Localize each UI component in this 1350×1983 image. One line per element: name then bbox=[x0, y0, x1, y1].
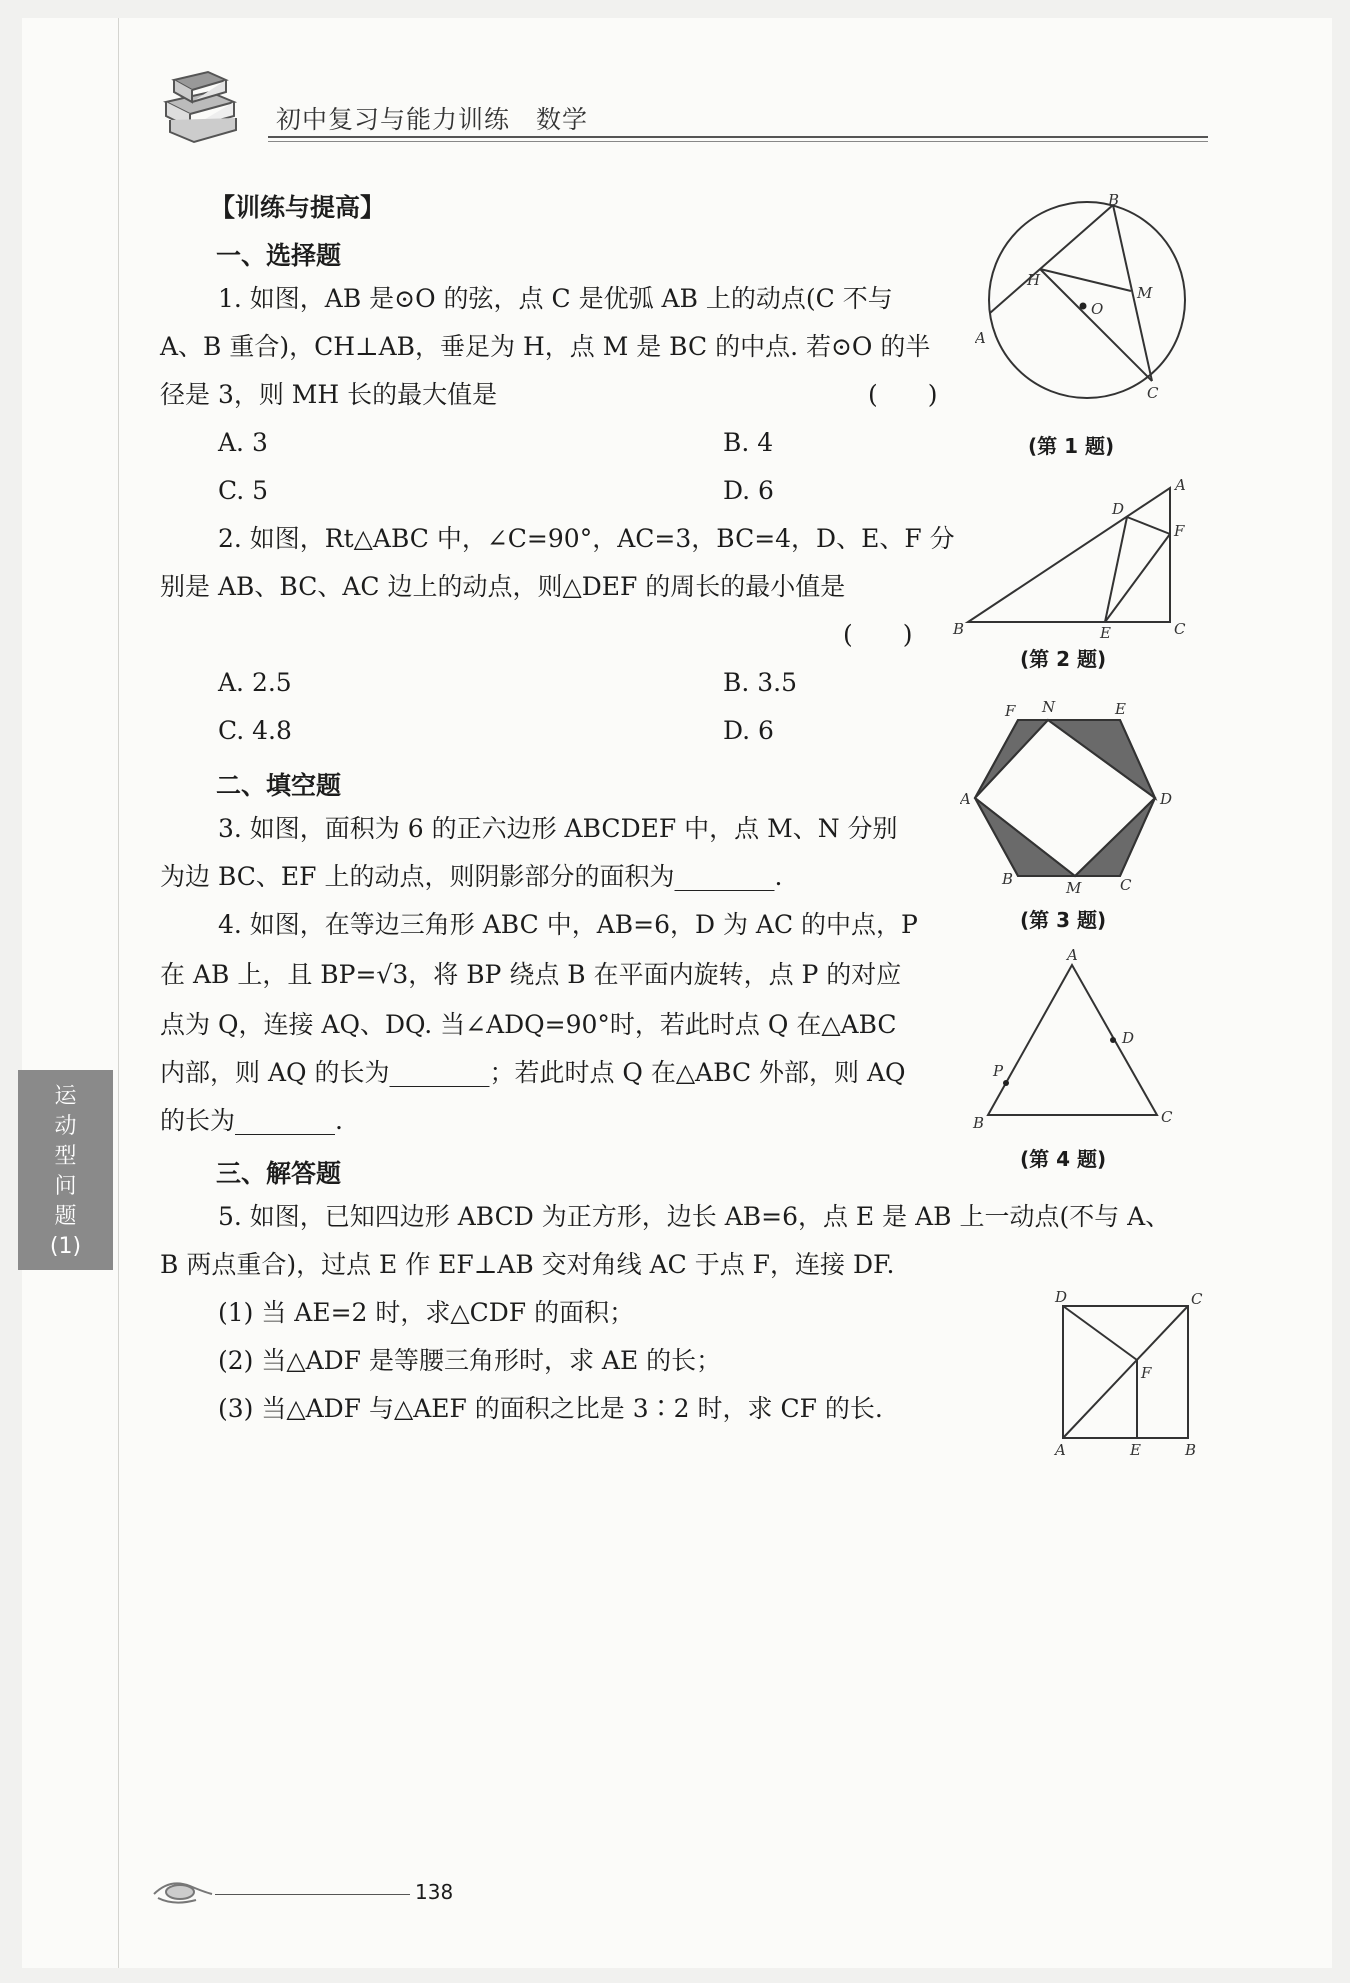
q5-label-e: E bbox=[1130, 1441, 1141, 1459]
section-title: 【训练与提高】 bbox=[210, 193, 386, 222]
q3-label-e: E bbox=[1115, 700, 1126, 718]
q2-figure bbox=[945, 470, 1195, 645]
q2-option-b: B. 3.5 bbox=[723, 668, 798, 697]
q1-line-1: 1. 如图，AB 是⊙O 的弦，点 C 是优弧 AB 上的动点(C 不与 bbox=[218, 284, 893, 313]
q5-label-a: A bbox=[1055, 1441, 1066, 1459]
q4-label-p: P bbox=[993, 1062, 1004, 1080]
q3-caption: (第 3 题) bbox=[1020, 908, 1107, 932]
q1-line-2: A、B 重合)，CH⊥AB，垂足为 H，点 M 是 BC 的中点. 若⊙O 的半 bbox=[160, 332, 931, 361]
q3-label-a: A bbox=[960, 790, 971, 808]
q2-answer-paren: ( ) bbox=[843, 620, 913, 649]
page-number: 138 bbox=[415, 1880, 454, 1904]
q5-part-2: (2) 当△ADF 是等腰三角形时，求 AE 的长； bbox=[218, 1346, 722, 1375]
q2-label-c: C bbox=[1174, 620, 1186, 638]
q1-caption: (第 1 题) bbox=[1028, 434, 1115, 458]
q5-label-b: B bbox=[1185, 1441, 1197, 1459]
header-rule-thin bbox=[268, 141, 1208, 142]
q5-line-1: 5. 如图，已知四边形 ABCD 为正方形，边长 AB=6，点 E 是 AB 上一动点(不与 A、 bbox=[218, 1202, 1171, 1231]
q1-option-d: D. 6 bbox=[723, 476, 774, 505]
q2-label-e: E bbox=[1100, 624, 1111, 642]
q2-line-1: 2. 如图，Rt△ABC 中，∠C=90°，AC=3，BC=4，D、E、F 分 bbox=[218, 524, 955, 553]
q1-label-o: O bbox=[1091, 300, 1104, 318]
q2-label-d: D bbox=[1112, 500, 1125, 518]
q4-caption: (第 4 题) bbox=[1020, 1147, 1107, 1171]
q5-line-2: B 两点重合)，过点 E 作 EF⊥AB 交对角线 AC 于点 F，连接 DF. bbox=[160, 1250, 895, 1279]
q4-line-1: 4. 如图，在等边三角形 ABC 中，AB=6，D 为 AC 的中点，P bbox=[218, 910, 918, 939]
q4-label-d: D bbox=[1122, 1029, 1135, 1047]
q3-line-1: 3. 如图，面积为 6 的正六边形 ABCDEF 中，点 M、N 分别 bbox=[218, 814, 898, 843]
q5-part-1: (1) 当 AE=2 时，求△CDF 的面积； bbox=[218, 1298, 635, 1327]
spine-line bbox=[118, 18, 119, 1968]
q5-label-f: F bbox=[1141, 1364, 1152, 1382]
q1-line-3: 径是 3，则 MH 长的最大值是 bbox=[160, 380, 498, 409]
q1-answer-paren: ( ) bbox=[868, 380, 938, 409]
q4-label-a: A bbox=[1067, 946, 1078, 964]
q3-label-d: D bbox=[1160, 790, 1173, 808]
q2-line-2: 别是 AB、BC、AC 边上的动点，则△DEF 的周长的最小值是 bbox=[160, 572, 846, 601]
q5-figure bbox=[1045, 1290, 1205, 1460]
q1-option-a: A. 3 bbox=[218, 428, 268, 457]
q4-label-b: B bbox=[973, 1114, 985, 1130]
q1-label-a: A bbox=[975, 329, 986, 347]
q3-line-2: 为边 BC、EF 上的动点，则阴影部分的面积为________. bbox=[160, 862, 783, 891]
part1-heading: 一、选择题 bbox=[216, 241, 342, 270]
q2-label-a: A bbox=[1175, 476, 1186, 494]
q5-label-c: C bbox=[1191, 1290, 1203, 1308]
q2-option-c: C. 4.8 bbox=[218, 716, 292, 745]
header-title: 初中复习与能力训练 数学 bbox=[276, 105, 589, 134]
q3-label-f: F bbox=[1005, 702, 1016, 720]
q2-label-f: F bbox=[1174, 522, 1185, 540]
q4-label-c: C bbox=[1161, 1108, 1173, 1126]
q1-label-b: B bbox=[1108, 191, 1120, 209]
q3-label-m: M bbox=[1066, 879, 1082, 897]
q1-label-h: H bbox=[1027, 271, 1041, 289]
chapter-side-tab-text: 运 动 型 问 题 (1) bbox=[49, 1084, 82, 1259]
q3-label-c: C bbox=[1120, 876, 1132, 894]
footer-rule bbox=[215, 1894, 410, 1895]
q5-part-3: (3) 当△ADF 与△AEF 的面积之比是 3∶2 时，求 CF 的长. bbox=[218, 1394, 883, 1423]
q2-option-d: D. 6 bbox=[723, 716, 774, 745]
part2-heading: 二、填空题 bbox=[216, 771, 342, 800]
header-rule bbox=[268, 136, 1208, 138]
q4-line-2: 在 AB 上，且 BP=√3，将 BP 绕点 B 在平面内旋转，点 P 的对应 bbox=[160, 960, 902, 989]
q1-option-c: C. 5 bbox=[218, 476, 269, 505]
q3-label-n: N bbox=[1042, 698, 1056, 716]
q2-caption: (第 2 题) bbox=[1020, 647, 1107, 671]
q3-figure bbox=[960, 698, 1185, 898]
q4-line-4: 内部，则 AQ 的长为________；若此时点 Q 在△ABC 外部，则 AQ bbox=[160, 1058, 906, 1087]
q3-label-b: B bbox=[1002, 870, 1014, 888]
footer-ornament-icon bbox=[150, 1872, 215, 1912]
books-logo-icon bbox=[160, 62, 240, 144]
q2-option-a: A. 2.5 bbox=[218, 668, 292, 697]
q4-line-3: 点为 Q，连接 AQ、DQ. 当∠ADQ=90°时，若此时点 Q 在△ABC bbox=[160, 1010, 897, 1039]
q1-option-b: B. 4 bbox=[723, 428, 774, 457]
q5-label-d: D bbox=[1055, 1290, 1068, 1306]
q1-label-c: C bbox=[1147, 384, 1159, 402]
q4-line-5: 的长为________. bbox=[160, 1106, 343, 1135]
q1-figure bbox=[975, 188, 1205, 408]
q4-figure bbox=[965, 940, 1180, 1130]
q1-label-m: M bbox=[1137, 284, 1153, 302]
part3-heading: 三、解答题 bbox=[216, 1159, 342, 1188]
q2-label-b: B bbox=[953, 620, 965, 638]
chapter-side-tab bbox=[18, 1070, 113, 1270]
